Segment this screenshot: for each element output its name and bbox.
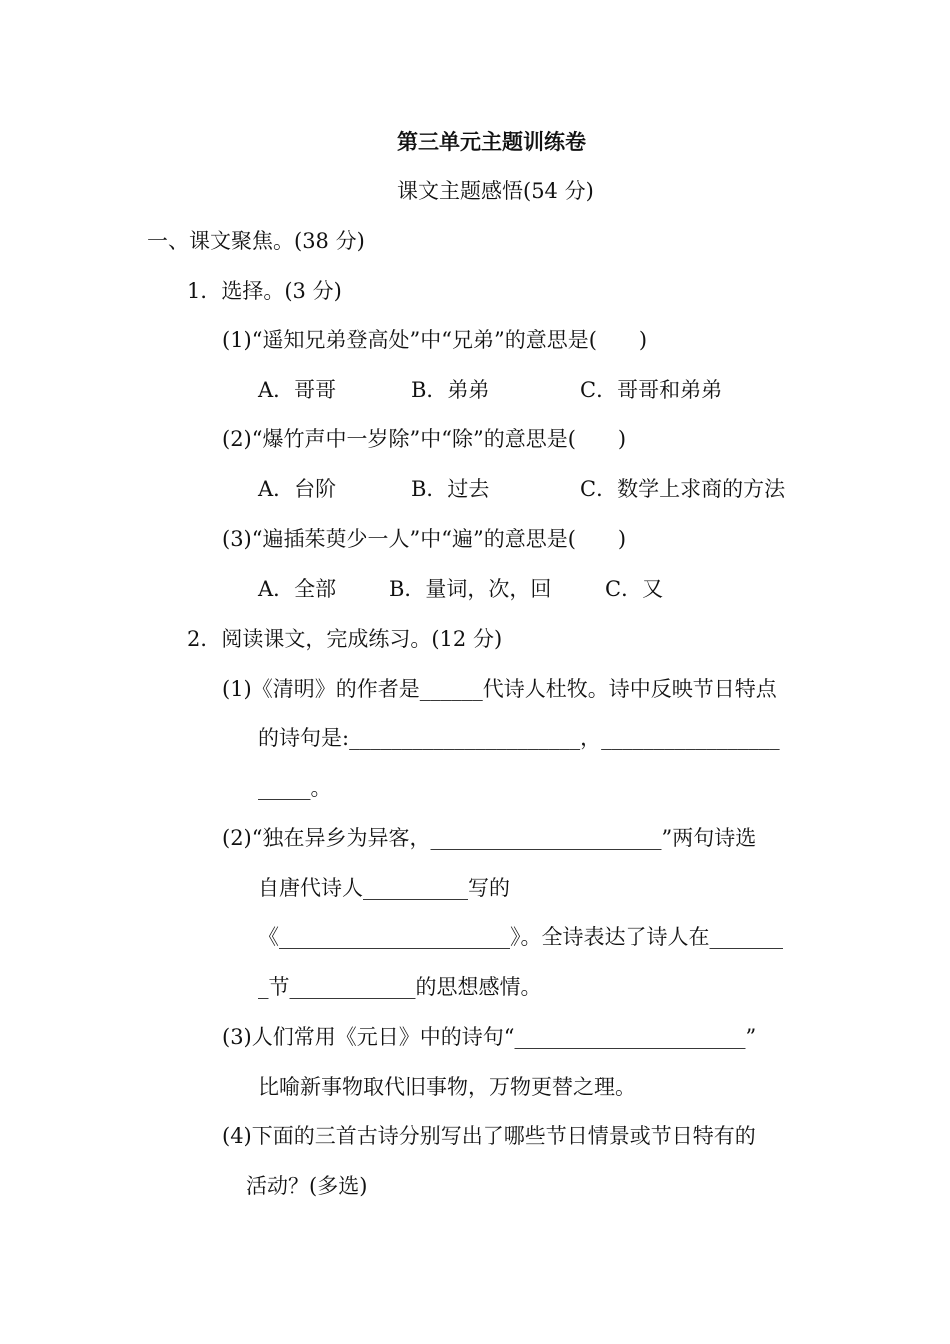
q1-2-stem: (2)“爆竹声中一岁除”中“除”的意思是( ): [222, 427, 627, 451]
q2-heading: 2．阅读课文，完成练习。(12 分): [187, 627, 503, 651]
q1-3-stem: (3)“遍插茱萸少一人”中“遍”的意思是( ): [222, 527, 627, 551]
q1-1-option-a: A．哥哥: [258, 378, 337, 402]
page-subtitle: 课文主题感悟(54 分): [397, 179, 594, 203]
q2-1-line: _____。: [258, 776, 332, 800]
q1-2-option-c: C．数学上求商的方法: [580, 477, 786, 501]
q2-3-line: (3)人们常用《元日》中的诗句“______________________”: [222, 1025, 757, 1049]
section1-heading: 一、课文聚焦。(38 分): [147, 229, 365, 253]
q2-2-line: _节____________的思想感情。: [258, 975, 542, 999]
q2-4-line: (4)下面的三首古诗分别写出了哪些节日情景或节日特有的: [222, 1124, 756, 1148]
q2-1-line: 的诗句是:______________________，_________________: [258, 726, 780, 750]
q1-1-stem: (1)“遥知兄弟登高处”中“兄弟”的意思是( ): [222, 328, 648, 352]
q2-4-line: 活动？(多选): [246, 1174, 368, 1198]
q1-3-option-a: A．全部: [258, 577, 337, 601]
q2-2-line: 《______________________》。全诗表达了诗人在_______: [258, 925, 783, 949]
q1-1-option-b: B．弟弟: [411, 378, 490, 402]
q1-heading: 1．选择。(3 分): [187, 279, 342, 303]
q1-1-option-c: C．哥哥和弟弟: [580, 378, 723, 402]
q2-3-line: 比喻新事物取代旧事物，万物更替之理。: [258, 1075, 636, 1099]
q2-2-line: 自唐代诗人__________写的: [258, 876, 510, 900]
q1-3-option-b: B．量词，次，回: [389, 577, 552, 601]
q1-2-option-b: B．过去: [411, 477, 490, 501]
q1-2-option-a: A．台阶: [258, 477, 337, 501]
q2-2-line: (2)“独在异乡为异客，______________________”两句诗选: [222, 826, 757, 850]
q2-1-line: (1)《清明》的作者是______代诗人杜牧。诗中反映节日特点: [222, 677, 777, 701]
q1-3-option-c: C．又: [605, 577, 664, 601]
page-title: 第三单元主题训练卷: [397, 129, 586, 154]
